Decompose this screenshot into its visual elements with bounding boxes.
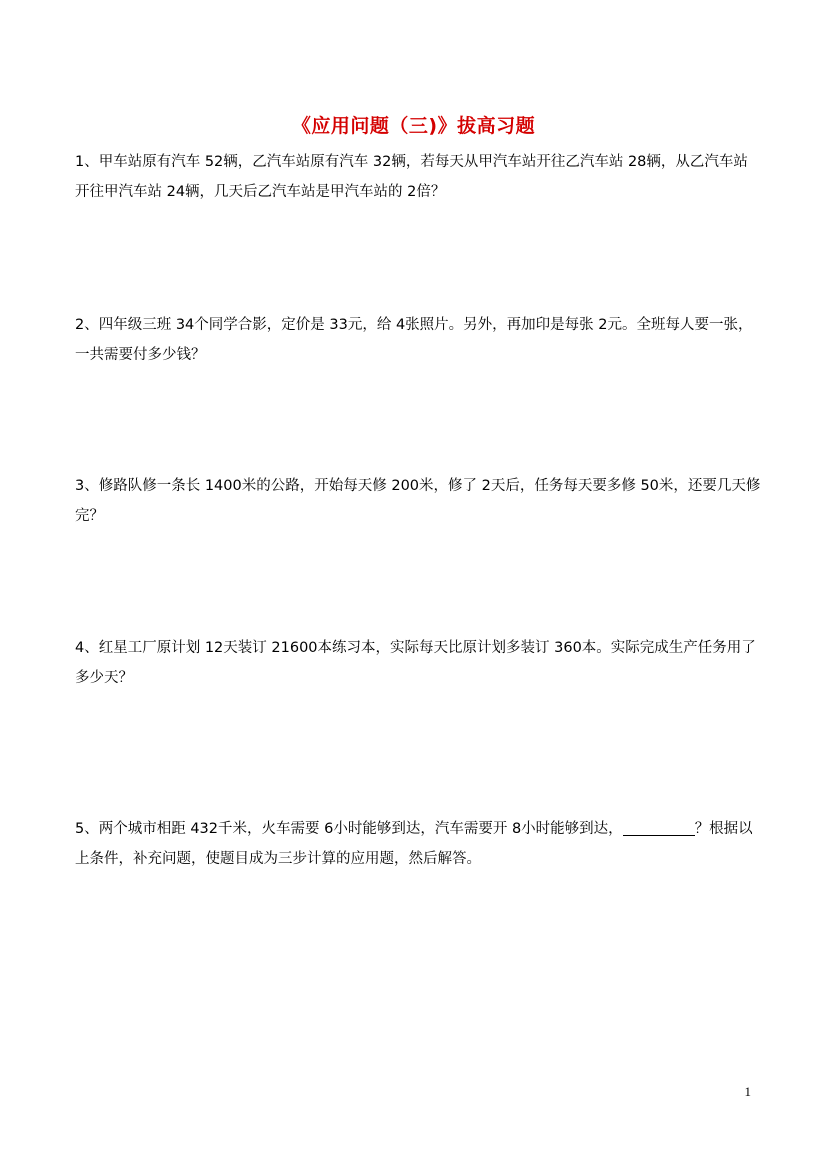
question-5-line-2: 上条件，补充问题，使题目成为三步计算的应用题，然后解答。: [75, 851, 481, 867]
question-4-line-2: 多少天？: [75, 670, 133, 686]
question-5-text-after-blank: ？根据以: [694, 821, 753, 837]
page-title: 《应用问题（三)》拔高习题: [291, 115, 536, 137]
question-2-line-1: 2、四年级三班 34个同学合影，定价是 33元，给 4张照片。另外，再加印是每张 2元。全班每人要一张，: [75, 317, 753, 333]
question-1-line-2: 开往甲汽车站 24辆，几天后乙汽车站是甲汽车站的 2倍？: [75, 184, 446, 200]
question-4: [75, 633, 756, 693]
question-5: [75, 814, 753, 874]
question-1-line-1: 1、甲车站原有汽车 52辆，乙汽车站原有汽车 32辆，若每天从甲汽车站开往乙汽车站 28辆，从乙汽车站: [75, 154, 748, 170]
question-5-text-before-blank: 5、两个城市相距 432千米，火车需要 6小时能够到达，汽车需要开 8小时能够到达，: [75, 821, 623, 837]
question-4-line-1: 4、红星工厂原计划 12天装订 21600本练习本，实际每天比原计划多装订 360本。实际完成生产任务用了: [75, 640, 756, 656]
answer-blank: [623, 819, 695, 836]
question-3: [75, 471, 761, 531]
question-1: [75, 147, 753, 207]
question-3-line-2: 完？: [75, 508, 104, 524]
question-2-line-2: 一共需要付多少钱？: [75, 347, 206, 363]
question-5-line-1: [75, 814, 753, 844]
question-3-line-1: 3、修路队修一条长 1400米的公路，开始每天修 200米，修了 2天后，任务每天要多修 50米，还要几天修: [75, 478, 761, 494]
page-number: 1: [744, 1084, 751, 1099]
question-2: [75, 310, 753, 370]
